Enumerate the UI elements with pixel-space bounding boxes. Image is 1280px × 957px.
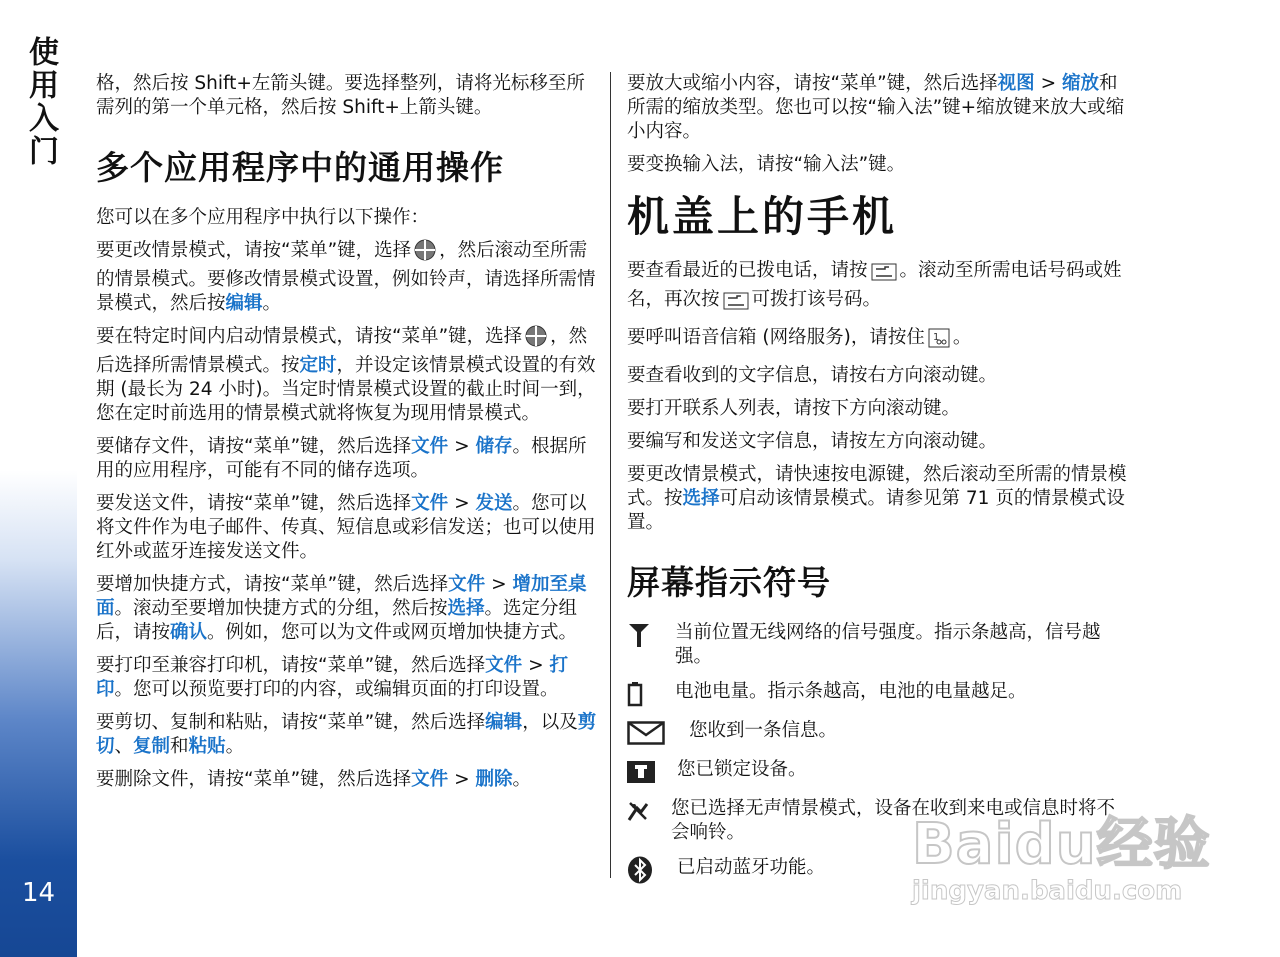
intro-paragraph: 格，然后按 Shift+左箭头键。要选择整列，请将光标移至所需列的第一个单元格，然后按 Shift+上箭头键。 (96, 73, 585, 118)
signal-icon (627, 621, 675, 649)
indicator-lock: 您已锁定设备。 (627, 758, 1132, 786)
link-print[interactable]: 打印 (96, 655, 568, 700)
battery-icon (627, 680, 675, 708)
link-file[interactable]: 文件 (411, 436, 449, 457)
link-file[interactable]: 文件 (411, 493, 449, 514)
paragraph-zoom: 要放大或缩小内容，请按“菜单”键，然后选择视图 > 缩放和所需的缩放类型。您也可以按“输入法”键+缩放键来放大或缩小内容。 (627, 73, 1125, 142)
link-select[interactable]: 选择 (682, 488, 720, 509)
watermark-url: jingyan.baidu.com (912, 876, 1183, 906)
link-edit[interactable]: 编辑 (225, 293, 263, 314)
indicator-battery: 电池电量。指示条越高，电池的电量越足。 (627, 680, 1132, 708)
paragraph-contacts: 要打开联系人列表，请按下方向滚动键。 (627, 398, 961, 419)
link-add-to-desktop[interactable]: 增加至桌面 (96, 574, 587, 619)
paragraph-shortcut: 要增加快捷方式，请按“菜单”键，然后选择文件 > 增加至桌面。滚动至要增加快捷方式的分组，然后按选择。选定分组后，请按确认。例如，您可以为文件或网页增加快捷方式。 (96, 574, 587, 643)
link-cut[interactable]: 剪切 (96, 712, 597, 757)
watermark (912, 800, 1212, 910)
profile-icon (525, 325, 547, 354)
link-copy[interactable]: 复制 (133, 736, 171, 757)
paragraph-input-method: 要变换输入法，请按“输入法”键。 (627, 154, 906, 175)
link-delete[interactable]: 删除 (475, 769, 513, 790)
call-key-icon (871, 263, 897, 288)
link-timed[interactable]: 定时 (299, 355, 337, 376)
indicator-silent: 您已选择无声情景模式，设备在收到来电或信息时将不会响铃。 (627, 797, 1132, 845)
svg-text:1: 1 (932, 332, 940, 343)
indicator-bluetooth: 已启动蓝牙功能。 (627, 856, 1132, 884)
link-save[interactable]: 储存 (475, 436, 513, 457)
silent-icon (627, 797, 671, 825)
profile-icon (414, 239, 436, 268)
paragraph-text-messages: 要查看收到的文字信息，请按右方向滚动键。 (627, 365, 998, 386)
paragraph-profile: 要更改情景模式，请按“菜单”键，选择 ，然后滚动至所需的情景模式。要修改情景模式设置，例如铃声，请选择所需情景模式，然后按编辑。 (96, 240, 596, 314)
paragraph-write-message: 要编写和发送文字信息，请按左方向滚动键。 (627, 431, 998, 452)
link-send[interactable]: 发送 (475, 493, 513, 514)
heading-common-operations: 多个应用程序中的通用操作 (96, 148, 504, 187)
watermark-logo: Baidu经验 (912, 812, 1211, 877)
link-confirm[interactable]: 确认 (170, 622, 208, 643)
link-select[interactable]: 选择 (447, 598, 485, 619)
paragraph-print: 要打印至兼容打印机，请按“菜单”键，然后选择文件 > 打印。您可以预览要打印的内容，或编辑页面的打印设置。 (96, 655, 568, 700)
link-edit[interactable]: 编辑 (485, 712, 523, 733)
column-divider (610, 72, 611, 878)
paragraph-1: 您可以在多个应用程序中执行以下操作： (96, 207, 430, 228)
call-key-icon (723, 292, 749, 317)
paragraph-save: 要储存文件，请按“菜单”键，然后选择文件 > 储存。根据所用的应用程序，可能有不同的储存选项。 (96, 436, 587, 481)
heading-phone-on-cover: 机盖上的手机 (627, 192, 898, 241)
section-title: 使用入门 (23, 36, 58, 168)
paragraph-cut-copy-paste: 要剪切、复制和粘贴，请按“菜单”键，然后选择编辑，以及剪切、复制和粘贴。 (96, 712, 597, 757)
link-file[interactable]: 文件 (485, 655, 523, 676)
bluetooth-icon (627, 856, 677, 884)
right-column (627, 72, 1132, 895)
paragraph-timed-profile: 要在特定时间内启动情景模式，请按“菜单”键，选择 ，然后选择所需情景模式。按定时，并设定该情景模式设置的有效期 (最长为 24 小时)。当定时情景模式设置的截止时间一到，您在定时前选用的情景模式就将恢复为现用情景模式。 (96, 326, 596, 424)
link-view[interactable]: 视图 (997, 73, 1035, 94)
paragraph-delete: 要删除文件，请按“菜单”键，然后选择文件 > 删除。 (96, 769, 531, 790)
link-paste[interactable]: 粘贴 (188, 736, 226, 757)
link-file[interactable]: 文件 (411, 769, 449, 790)
paragraph-change-profile: 要更改情景模式，请快速按电源键，然后滚动至所需的情景模式。按选择可启动该情景模式。请参见第 71 页的情景模式设置。 (627, 464, 1127, 533)
voicemail-key-icon (928, 328, 950, 355)
indicator-message: 您收到一条信息。 (627, 719, 1132, 747)
link-zoom[interactable]: 缩放 (1061, 73, 1099, 94)
envelope-icon (627, 719, 689, 747)
page-number: 14 (21, 878, 56, 908)
paragraph-voicemail: 要呼叫语音信箱 (网络服务)，请按住 1 。 (627, 326, 1132, 355)
paragraph-recent-calls: 要查看最近的已拨电话，请按 。滚动至所需电话号码或姓名，再次按 可拨打该号码。 (627, 259, 1132, 317)
paragraph-send: 要发送文件，请按“菜单”键，然后选择文件 > 发送。您可以将文件作为电子邮件、传真、短信息或彩信发送；也可以使用红外或蓝牙连接发送文件。 (96, 493, 596, 562)
heading-screen-indicators: 屏幕指示符号 (627, 563, 831, 602)
indicator-signal: 当前位置无线网络的信号强度。指示条越高，信号越强。 (627, 621, 1132, 669)
sidebar (0, 0, 77, 957)
link-file[interactable]: 文件 (448, 574, 486, 595)
lock-icon (627, 758, 677, 786)
left-column (96, 72, 600, 801)
